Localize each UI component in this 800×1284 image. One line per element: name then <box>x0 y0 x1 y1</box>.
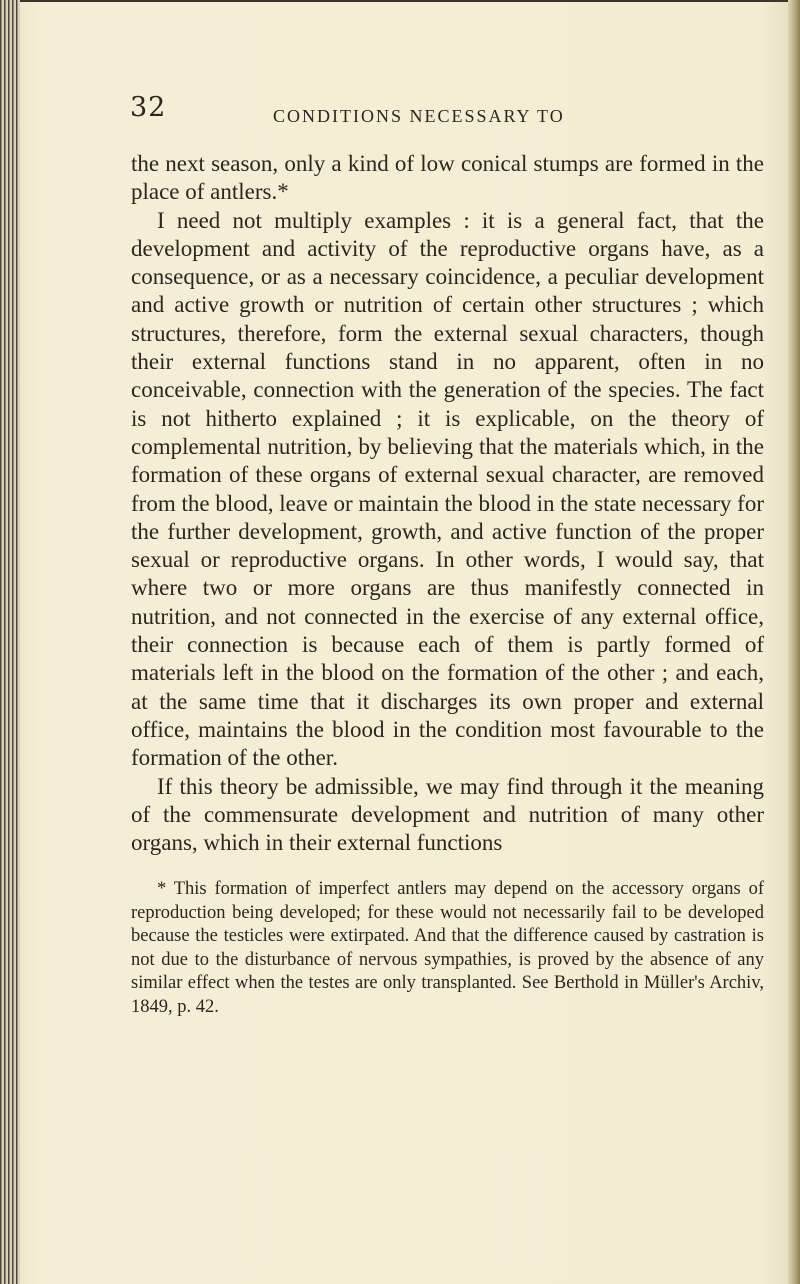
book-binding-edge <box>0 0 20 1284</box>
page-right-edge <box>788 0 800 1284</box>
paragraph: If this theory be admissible, we may find through it the meaning of the commensurate development and nutrition of many other organs, which in their external functions <box>131 773 764 856</box>
page-number: 32 <box>130 92 167 123</box>
paragraph: I need not multiply examples : it is a general fact, that the development and activity of the reproductive organs have, as a consequence, or as a necessary coincidence, a peculiar development and active growth or nutrition of certain other structures ; which structures, therefore, form the external sexual characters, though their external functions stand in no apparent, often in no conceivable, connection with the generation of the species. The fact is not hitherto explained ; it is explicable, on the theory of complemental nutrition, by believing that the materials which, in the formation of these organs of external sexual character, are removed from the blood, leave or maintain the blood in the state necessary for the further development, growth, and active function of the proper sexual or reproductive organs. In other words, I would say, that where two or more organs are thus manifestly connected in nutrition, and not connected in the exercise of any external office, their connection is because each of them is partly formed of materials left in the blood on the formation of the other ; and each, at the same time that it discharges its own proper and external office, maintains the blood in the condition most favourable to the formation of the other. <box>131 207 764 771</box>
footnotes <box>131 878 764 1020</box>
page-header <box>130 92 760 132</box>
paragraph: the next season, only a kind of low conical stumps are formed in the place of antlers.* <box>131 151 764 205</box>
body-text <box>131 150 764 857</box>
top-edge-rule <box>20 0 788 6</box>
footnote: * This formation of imperfect antlers may depend on the accessory organs of reproduction being developed; for these would not necessarily fail to be developed because the testicles were extirpated. And that the difference caused by castration is not due to the disturbance of nervous sympathies, is proved by the absence of any similar effect when the testes are only transplanted. See Berthold in Müller's Archiv, 1849, p. 42. <box>131 879 764 1017</box>
running-head: CONDITIONS NECESSARY TO <box>273 106 565 126</box>
